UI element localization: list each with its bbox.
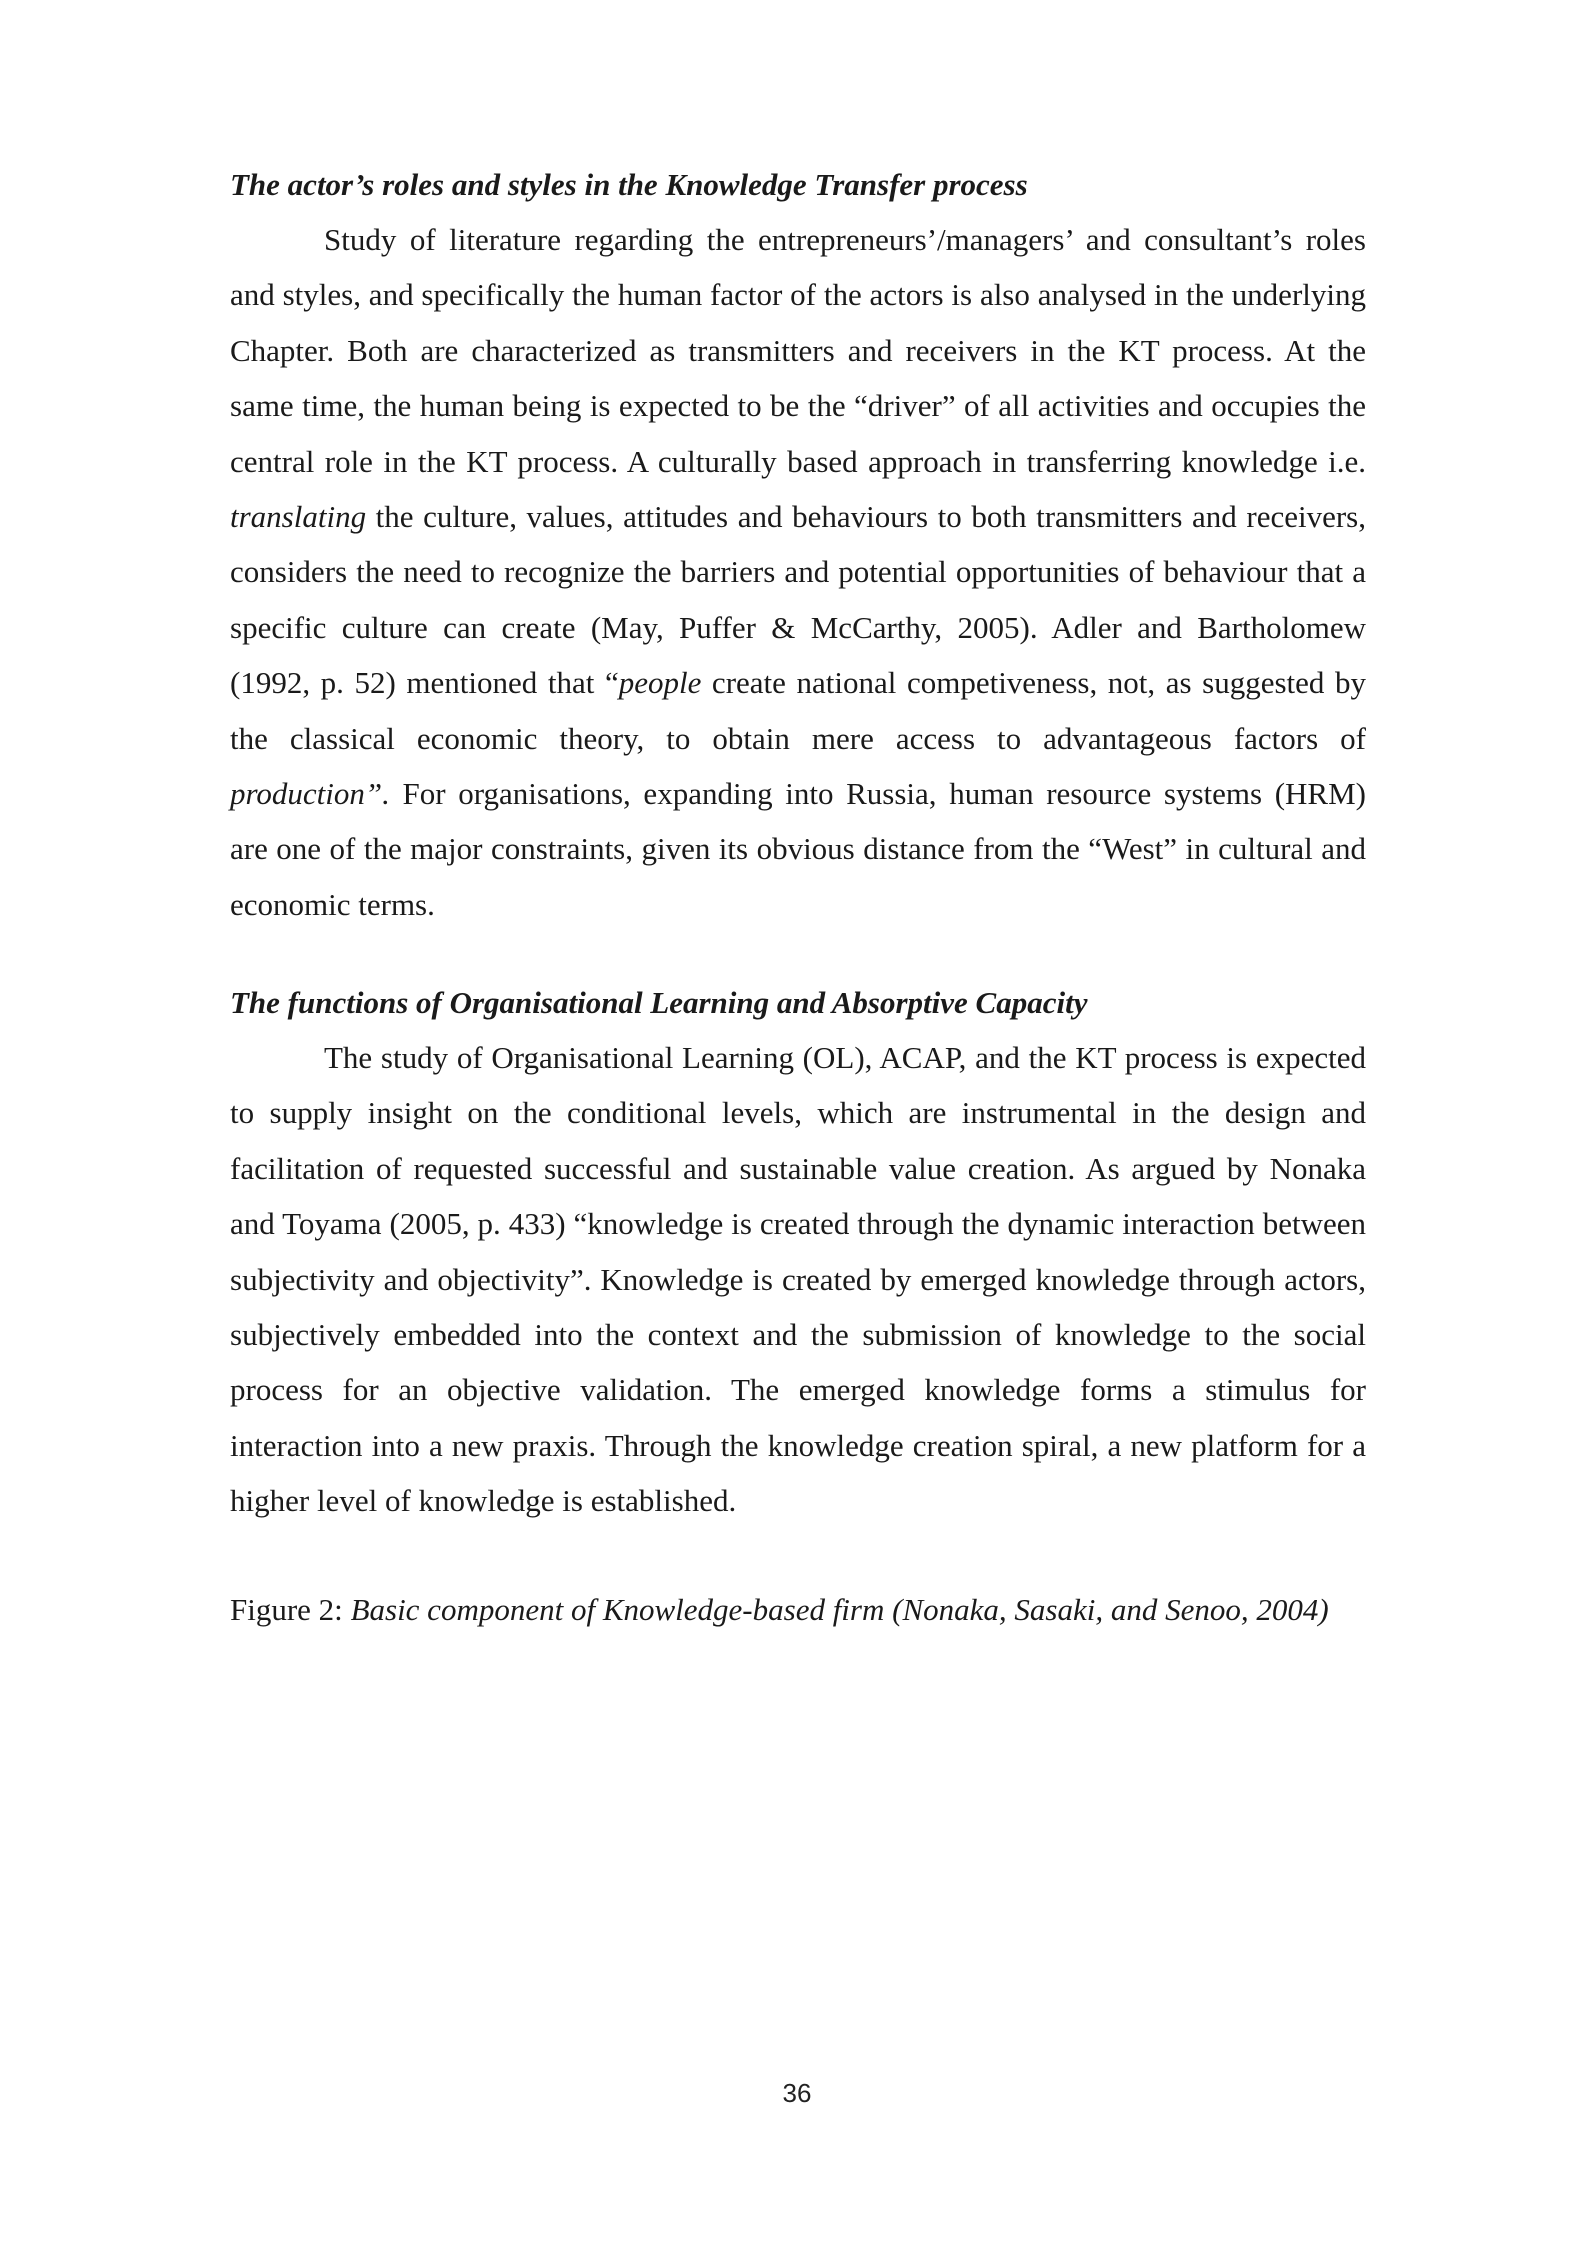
paragraph-text: The study of Organisational Learning (OL), ACAP, and the KT process is expected to supply insight on the conditional levels, which are instrumental in the design and facilitation of requested successful and sustainable value creation. As argued by Nonaka and Toyama (2005, p. 433) “knowledge is created through the dynamic interaction between subjectivity and objectivity”. Knowledge is created by emerged kno (230, 1040, 1366, 1297)
paragraph-text: Study of literature regarding the entrepreneurs’/managers’ and consultant’s roles and styles, and specifically the human factor of the actors is also analysed in the underlying Chapter. Both are characterized as transmitters and receivers in the KT process. At the same time, the human being is expected to be the “driver” of all activities and occupies the central role in the KT process. A culturally based approach in transferring knowledge i.e. (230, 222, 1366, 479)
figure-caption-text: Basic component of Knowledge-based firm (Nonaka, Sasaki, and Senoo, 2004) (350, 1592, 1329, 1627)
paragraph-text: create national competiveness, not, as suggested by the classical economic theory, to obtain mere access to advantageous factors of (230, 665, 1367, 756)
figure-label: Figure 2: (230, 1592, 351, 1627)
body-paragraph (230, 212, 1366, 932)
section-heading: The actor’s roles and styles in the Knowledge Transfer process (230, 167, 1028, 202)
emphasis-text: production”. (230, 776, 390, 812)
emphasis-text: people (618, 665, 702, 701)
section-actor-roles (230, 157, 1366, 932)
emphasis-text: translating (230, 499, 367, 535)
section-heading: The functions of Organisational Learning and Absorptive Capacity (230, 985, 1088, 1020)
paragraph-text: For organisations, expanding into Russia, human resource systems (HRM) are one of the major constraints, given its obvious distance from the “West” in cultural and economic terms. (230, 776, 1366, 922)
body-paragraph (230, 1030, 1366, 1529)
section-organisational-learning (230, 975, 1366, 1529)
figure-caption (230, 1582, 1366, 1637)
paragraph-text: the culture, values, attitudes and behaviours to both transmitters and receivers, considers the need to recognize the barriers and potential opportunities of behaviour that a specific culture can create (May, Puffer & McCarthy, 2005). Adler and Bartholomew (1992, p. 52) mentioned that “ (230, 499, 1366, 701)
emphasis-text: w (1082, 1261, 1103, 1297)
paragraph-text: ledge through actors, subjectively embedded into the context and the submission of knowledge to the social process for an objective validation. The emerged knowledge forms a stimulus for interaction into a new praxis. Through the knowledge creation spiral, a new platform for a higher level of knowledge is established. (230, 1261, 1366, 1519)
page-number: 36 (782, 2078, 812, 2108)
